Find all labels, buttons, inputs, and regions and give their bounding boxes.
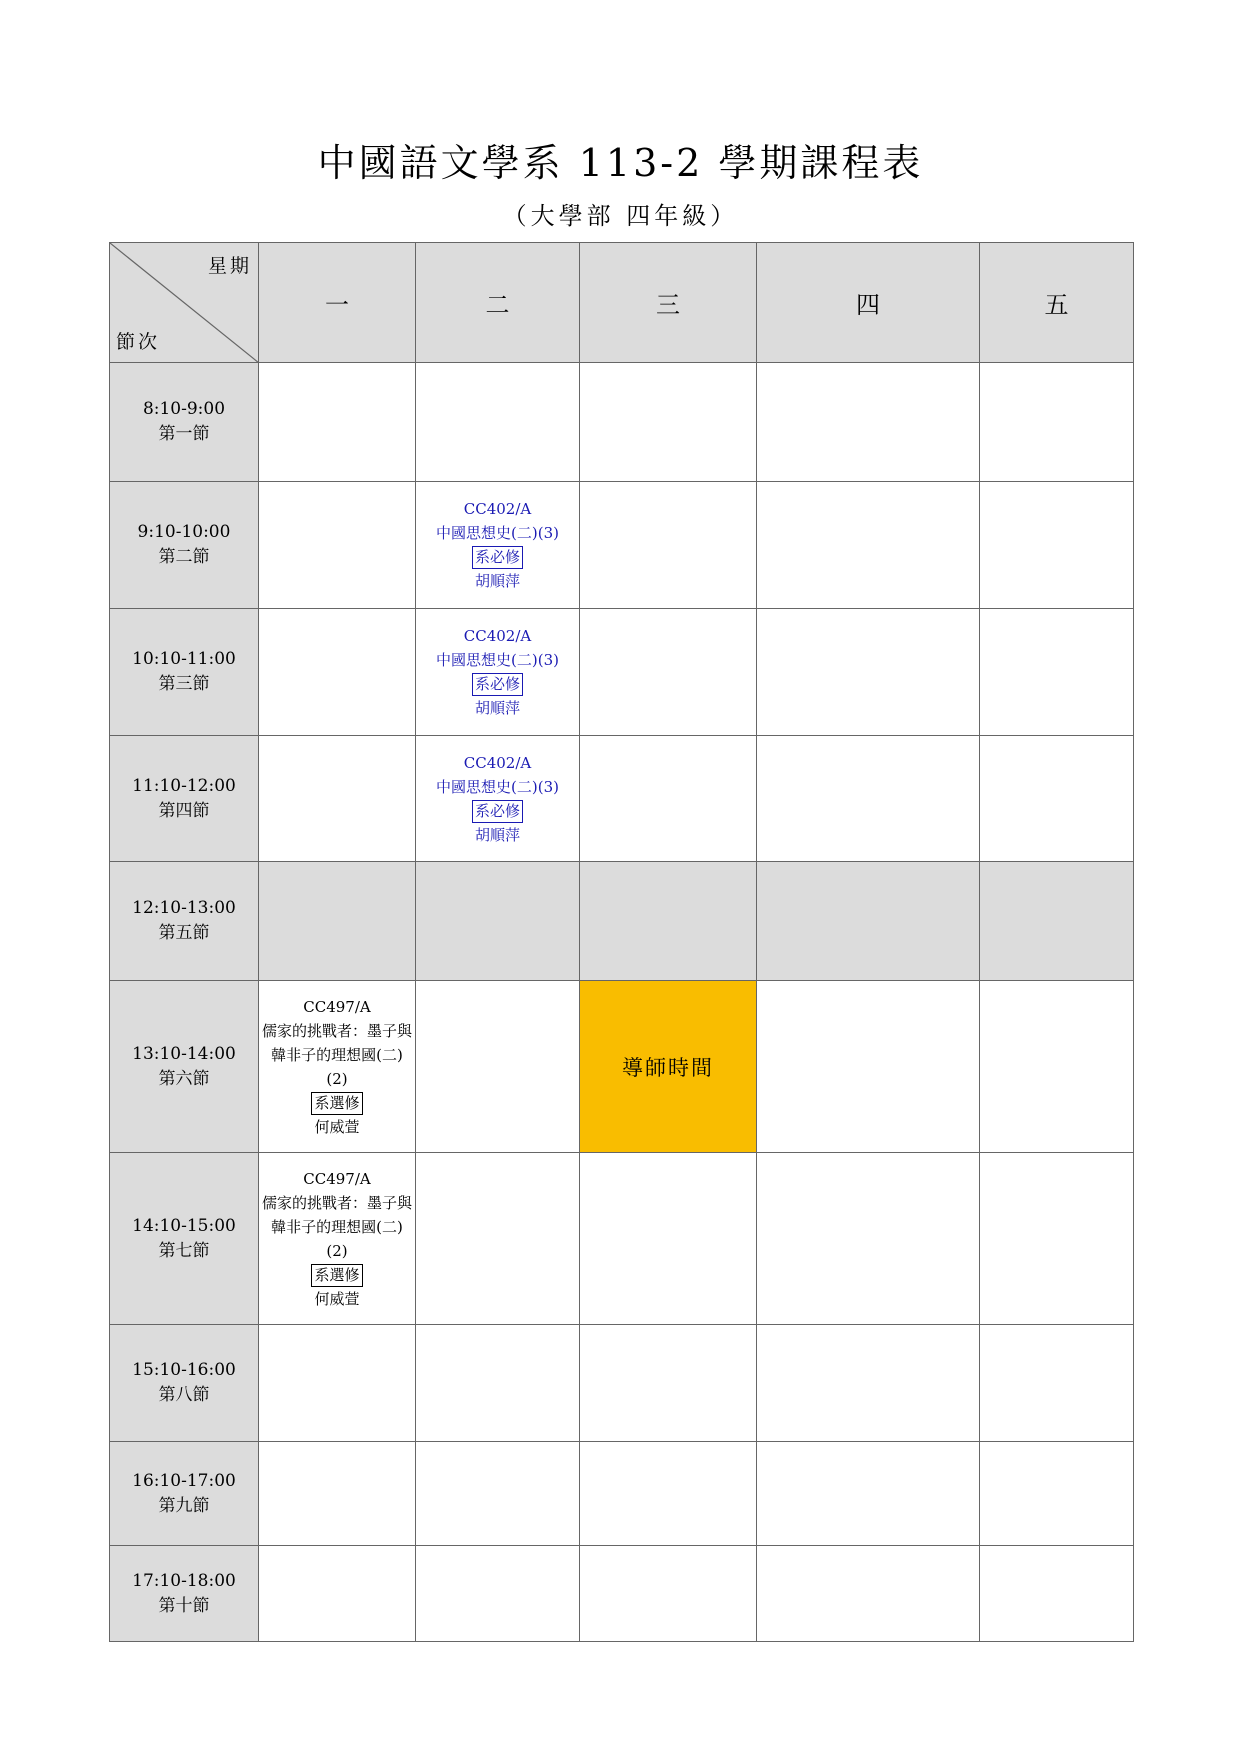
shaded-cell xyxy=(757,862,980,981)
course-cell-cc402 xyxy=(416,736,580,862)
period-name: 第九節 xyxy=(158,1495,210,1516)
empty-cell xyxy=(580,736,757,862)
empty-cell xyxy=(757,482,980,609)
empty-cell xyxy=(416,1153,580,1325)
course-name: 儒家的挑戰者：墨子與韓非子的理想國(二) (2) xyxy=(261,1193,412,1260)
empty-cell xyxy=(580,1153,757,1325)
tutor-time-cell: 導師時間 xyxy=(580,981,757,1153)
period-cell xyxy=(110,363,259,482)
period-time: 10:10-11:00 xyxy=(132,649,236,669)
empty-cell xyxy=(980,981,1134,1153)
empty-cell xyxy=(980,1546,1134,1642)
course-code: CC402/A xyxy=(463,627,532,645)
course-teacher: 何威萱 xyxy=(314,1289,360,1308)
empty-cell xyxy=(259,1325,416,1442)
period-cell xyxy=(110,1546,259,1642)
page-title: 中國語文學系 113-2 學期課程表 xyxy=(317,141,924,185)
period-cell xyxy=(110,862,259,981)
shaded-cell xyxy=(259,862,416,981)
course-code: CC497/A xyxy=(303,1169,371,1188)
period-name: 第十節 xyxy=(158,1595,210,1616)
day-header-thu: 四 xyxy=(757,243,980,363)
period-row-6 xyxy=(110,981,1134,1153)
period-cell xyxy=(110,1153,259,1325)
empty-cell xyxy=(259,1442,416,1546)
period-row-2 xyxy=(110,482,1134,609)
period-cell xyxy=(110,1442,259,1546)
period-cell xyxy=(110,736,259,862)
period-row-10 xyxy=(110,1546,1134,1642)
period-row-3 xyxy=(110,609,1134,736)
period-time: 13:10-14:00 xyxy=(132,1043,236,1064)
period-row-4 xyxy=(110,736,1134,862)
empty-cell xyxy=(416,1442,580,1546)
shaded-cell xyxy=(416,862,580,981)
empty-cell xyxy=(580,609,757,736)
period-time: 11:10-12:00 xyxy=(132,775,236,796)
empty-cell xyxy=(757,981,980,1153)
empty-cell xyxy=(980,1153,1134,1325)
course-type-badge: 系必修 xyxy=(472,673,523,696)
empty-cell xyxy=(580,1546,757,1642)
empty-cell xyxy=(980,736,1134,862)
empty-cell xyxy=(259,1546,416,1642)
course-cell-cc402 xyxy=(416,482,580,609)
day-header-mon: 一 xyxy=(259,243,416,363)
empty-cell xyxy=(757,363,980,482)
empty-cell xyxy=(416,1546,580,1642)
course-teacher: 胡順萍 xyxy=(474,699,520,717)
shaded-cell xyxy=(980,862,1134,981)
empty-cell xyxy=(259,363,416,482)
empty-cell xyxy=(580,363,757,482)
period-name: 第五節 xyxy=(158,923,210,943)
period-name: 第二節 xyxy=(158,547,210,567)
empty-cell xyxy=(757,1153,980,1325)
day-header-fri: 五 xyxy=(980,243,1134,363)
empty-cell xyxy=(980,363,1134,482)
course-name: 中國思想史(二)(3) xyxy=(436,777,559,796)
empty-cell xyxy=(416,1325,580,1442)
period-name: 第八節 xyxy=(158,1385,210,1405)
course-teacher: 胡順萍 xyxy=(474,572,520,590)
period-name: 第四節 xyxy=(158,800,210,821)
course-code: CC497/A xyxy=(303,997,371,1016)
empty-cell xyxy=(259,609,416,736)
period-cell xyxy=(110,1325,259,1442)
period-cell xyxy=(110,609,259,736)
empty-cell xyxy=(580,1442,757,1546)
period-time: 9:10-10:00 xyxy=(137,522,231,542)
period-name: 第七節 xyxy=(158,1240,210,1261)
period-row-1 xyxy=(110,363,1134,482)
empty-cell xyxy=(416,981,580,1153)
empty-cell xyxy=(259,482,416,609)
course-type-badge: 系必修 xyxy=(472,800,523,823)
empty-cell xyxy=(757,1325,980,1442)
course-type-badge: 系選修 xyxy=(311,1264,362,1287)
course-code: CC402/A xyxy=(463,753,532,772)
course-type-badge: 系必修 xyxy=(472,546,523,569)
empty-cell xyxy=(980,1325,1134,1442)
period-time: 17:10-18:00 xyxy=(132,1570,236,1591)
empty-cell xyxy=(259,736,416,862)
period-name: 第三節 xyxy=(158,674,210,694)
weekday-label: 星期 xyxy=(207,255,252,277)
period-row-9 xyxy=(110,1442,1134,1546)
header-row xyxy=(110,243,1134,363)
empty-cell xyxy=(580,482,757,609)
header-corner xyxy=(110,243,259,363)
course-cell-cc497 xyxy=(259,981,416,1153)
schedule-table xyxy=(109,242,1134,1642)
empty-cell xyxy=(757,736,980,862)
empty-cell xyxy=(980,609,1134,736)
empty-cell xyxy=(580,1325,757,1442)
empty-cell xyxy=(416,363,580,482)
period-row-5 xyxy=(110,862,1134,981)
period-row-7 xyxy=(110,1153,1134,1325)
course-name: 中國思想史(二)(3) xyxy=(436,524,559,542)
course-name: 儒家的挑戰者：墨子與韓非子的理想國(二) (2) xyxy=(261,1021,412,1088)
empty-cell xyxy=(980,482,1134,609)
course-name: 中國思想史(二)(3) xyxy=(436,651,559,669)
period-label: 節次 xyxy=(116,331,161,353)
empty-cell xyxy=(980,1442,1134,1546)
period-cell xyxy=(110,482,259,609)
course-cell-cc497 xyxy=(259,1153,416,1325)
period-time: 14:10-15:00 xyxy=(132,1215,236,1236)
day-header-wed: 三 xyxy=(580,243,757,363)
course-teacher: 胡順萍 xyxy=(474,825,520,844)
course-code: CC402/A xyxy=(463,500,532,518)
page-subtitle: （大學部 四年級） xyxy=(502,202,739,230)
course-type-badge: 系選修 xyxy=(311,1092,362,1115)
empty-cell xyxy=(757,1546,980,1642)
empty-cell xyxy=(757,609,980,736)
shaded-cell xyxy=(580,862,757,981)
period-name: 第一節 xyxy=(158,424,210,444)
period-time: 16:10-17:00 xyxy=(132,1470,236,1491)
period-name: 第六節 xyxy=(158,1068,210,1089)
period-cell xyxy=(110,981,259,1153)
course-teacher: 何威萱 xyxy=(314,1117,360,1136)
course-cell-cc402 xyxy=(416,609,580,736)
period-row-8 xyxy=(110,1325,1134,1442)
period-time: 8:10-9:00 xyxy=(142,399,226,419)
day-header-tue: 二 xyxy=(416,243,580,363)
empty-cell xyxy=(757,1442,980,1546)
period-time: 12:10-13:00 xyxy=(132,898,236,918)
period-time: 15:10-16:00 xyxy=(132,1360,236,1380)
